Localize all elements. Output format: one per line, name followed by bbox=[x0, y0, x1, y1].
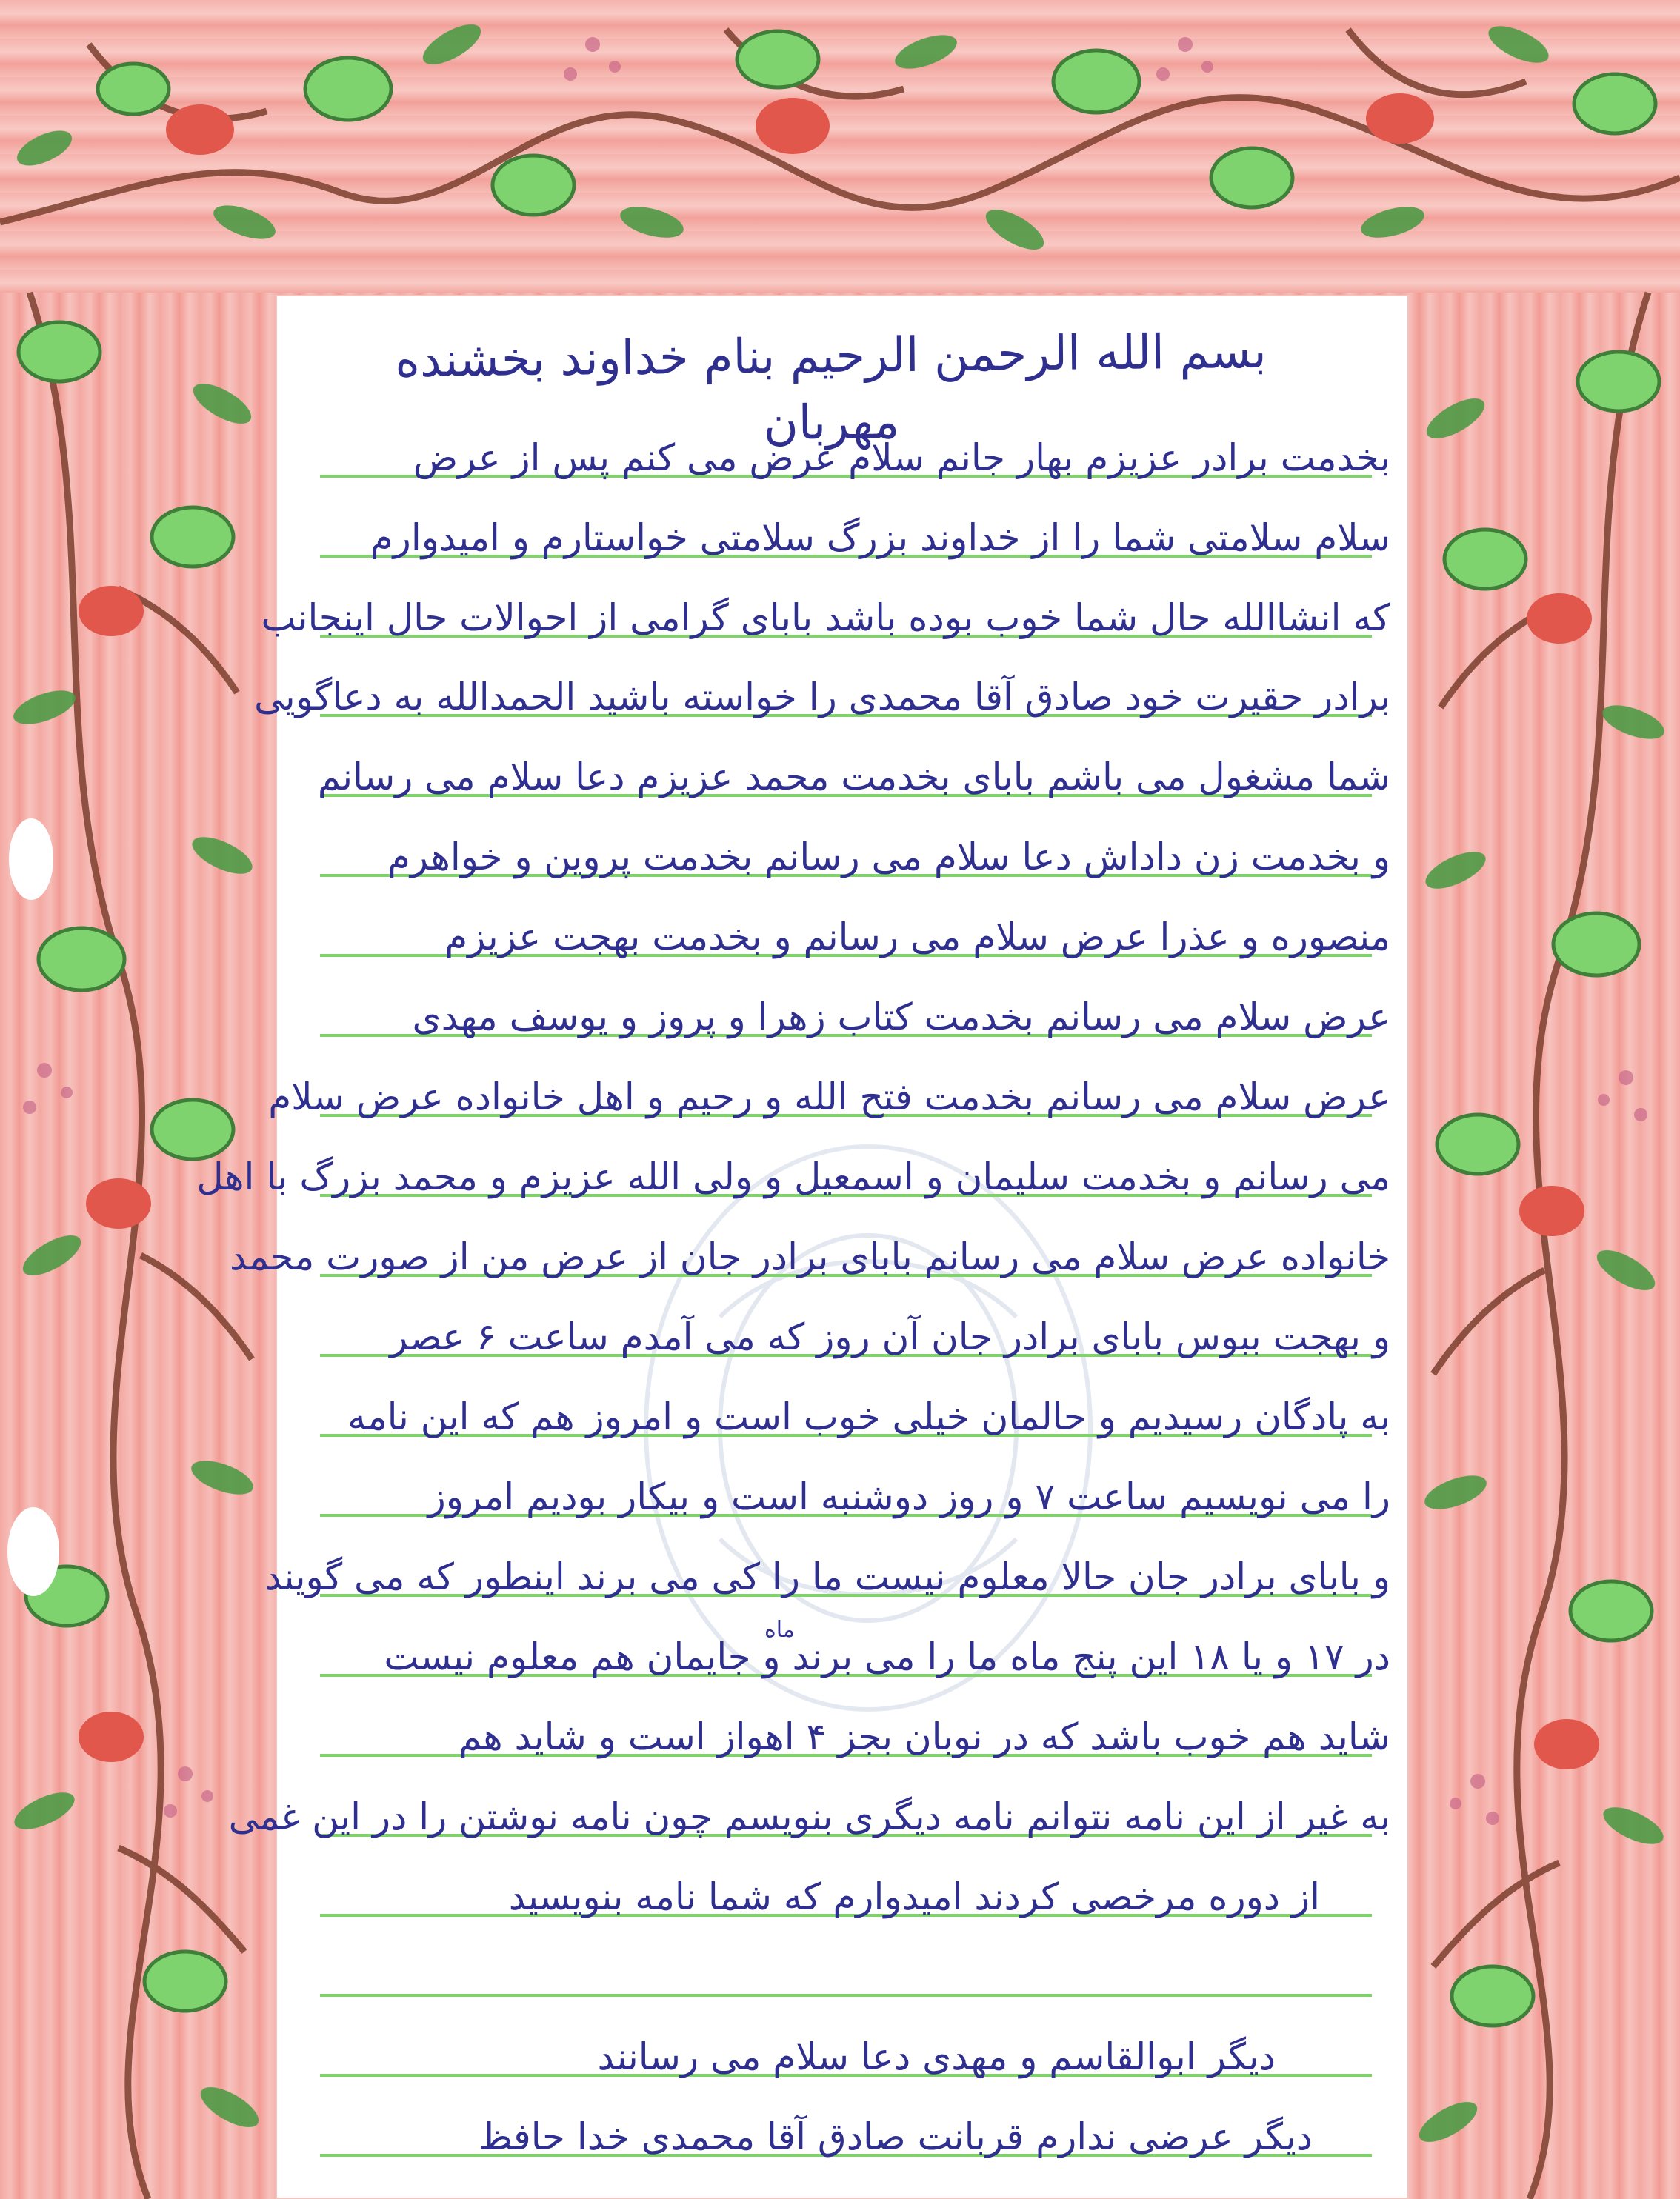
floral-border-top bbox=[0, 0, 1680, 293]
letter-line-2: سلام سلامتی شما را از خداوند بزرگ سلامتی خواستارم و امیدوارم bbox=[370, 516, 1390, 559]
letter-line-9: عرض سلام می رسانم بخدمت فتح الله و رحیم و اهل خانواده عرض سلام bbox=[268, 1075, 1390, 1118]
bird-icon bbox=[756, 98, 830, 154]
floral-pattern-top bbox=[0, 0, 1680, 293]
letter-line-4: برادر حقیرت خود صادق آقا محمدی را خواسته باشید الحمدالله به دعاگویی bbox=[254, 675, 1390, 718]
letter-line-5: شما مشغول می باشم بابای بخدمت محمد عزیزم دعا سلام می رسانم bbox=[317, 755, 1390, 798]
floral-border-right bbox=[1411, 293, 1680, 2199]
punch-hole bbox=[9, 818, 53, 900]
floral-pattern-right bbox=[1411, 293, 1680, 2199]
letter-line-8: عرض سلام می رسانم بخدمت کتاب زهرا و پروز و یوسف مهدی bbox=[412, 995, 1390, 1038]
letter-line-1: بخدمت برادر عزیزم بهار جانم سلام عرض می کنم پس از عرض bbox=[413, 436, 1390, 479]
letter-line-16: در ۱۷ و یا ۱۸ این پنج ماه ما را می برند و جایمان هم معلوم نیست bbox=[384, 1635, 1390, 1678]
letter-line-11: خانواده عرض سلام می رسانم بابای برادر جان از عرض من از صورت محمد bbox=[230, 1235, 1390, 1278]
letter-line-3: که انشاالله حال شما خوب بوده باشد بابای گرامی از احوالات حال اینجانب bbox=[261, 596, 1390, 639]
letter-line-7: منصوره و عذرا عرض سلام می رسانم و بخدمت بهجت عزیزم bbox=[444, 915, 1390, 958]
insertion-mark: ماه bbox=[764, 1617, 795, 1643]
letter-line-17: شاید هم خوب باشد که در نوبان بجز ۴ اهواز است و شاید هم bbox=[458, 1715, 1390, 1758]
letter-heading: بسم الله الرحمن الرحیم بنام خداوند بخشنده مهربان bbox=[394, 324, 1267, 451]
letter-line-18: به غیر از این نامه نتوانم نامه دیگری بنویسم چون نامه نوشتن را در این غمی bbox=[228, 1795, 1390, 1838]
bird-icon bbox=[166, 104, 234, 155]
writing-area bbox=[196, 295, 1409, 2199]
bird-icon bbox=[1366, 93, 1434, 144]
punch-hole bbox=[7, 1507, 59, 1596]
letter-line-19: از دوره مرخصی کردند امیدوارم که شما نامه بنویسید bbox=[508, 1875, 1320, 1918]
letter-line-12: و بهجت ببوس بابای برادر جان آن روز که می آمدم ساعت ۶ عصر bbox=[390, 1315, 1390, 1358]
letter-line-14: را می نویسیم ساعت ۷ و روز دوشنبه است و بیکار بودیم امروز bbox=[427, 1475, 1390, 1518]
letter-line-13: به پادگان رسیدیم و حالمان خیلی خوب است و امروز هم که این نامه bbox=[347, 1395, 1390, 1438]
letter-line-15: و بابای برادر جان حالا معلوم نیست ما را کی می برند اینطور که می گویند bbox=[264, 1555, 1390, 1598]
letter-line-6: و بخدمت زن داداش دعا سلام می رسانم بخدمت پروین و خواهرم bbox=[387, 835, 1390, 878]
closing-line-1: دیگر ابوالقاسم و مهدی دعا سلام می رسانند bbox=[597, 2035, 1276, 2078]
closing-line-2: دیگر عرضی ندارم قربانت صادق آقا محمدی خدا حافظ bbox=[478, 2115, 1313, 2158]
letter-line-10: می رسانم و بخدمت سلیمان و اسمعیل و ولی الله عزیزم و محمد بزرگ با اهل bbox=[196, 1155, 1390, 1198]
handwritten-letter bbox=[196, 295, 1409, 2199]
